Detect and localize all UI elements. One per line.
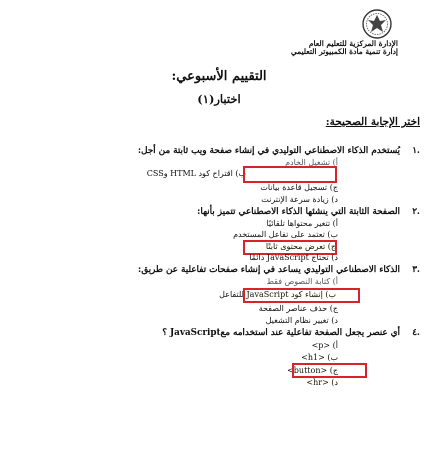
question-4-number: ٤. <box>412 328 420 338</box>
question-3-option-d[interactable]: د) تغيير نظام التشغيل <box>265 316 338 325</box>
question-3-option-b[interactable]: ب) إنشاء كود JavaScript للتفاعل <box>219 290 336 299</box>
question-4-answer-highlight <box>292 363 367 378</box>
question-3-option-c[interactable]: ج) حذف عناصر الصفحة <box>258 304 338 313</box>
admin-line-2: إدارة تنمية مادة الكمبيوتر التعليمي <box>290 47 398 56</box>
question-1-option-b[interactable]: ب) اقتراح كود HTML وCSS <box>146 169 246 178</box>
question-2-text: الصفحة الثابتة التي ينشئها الذكاء الاصطناعي تتميز بأنها: <box>197 207 400 217</box>
admin-line-1: الإدارة المركزية للتعليم العام <box>308 39 398 48</box>
question-4-text: أي عنصر يجعل الصفحة تفاعلية عند استخدامه معJavaScript ؟ <box>162 328 400 338</box>
question-1-text: يُستخدم الذكاء الاصطناعي التوليدي في إنشاء صفحة ويب ثابتة من أجل: <box>137 146 400 156</box>
question-3-text: الذكاء الاصطناعي التوليدي يساعد في إنشاء صفحات تفاعلية عن طريق: <box>138 265 400 275</box>
eagle-emblem-icon <box>360 8 394 40</box>
question-1-option-a[interactable]: أ) تشغيل الخادم <box>285 158 338 167</box>
question-1-answer-highlight <box>243 166 337 183</box>
question-4-option-d[interactable]: د) <hr> <box>306 378 338 387</box>
question-4-option-a[interactable]: أ) <p> <box>311 341 338 350</box>
instruction-heading: اختر الإجابة الصحيحة: <box>325 116 420 128</box>
question-4-option-c[interactable]: ج) <button> <box>287 366 338 375</box>
question-4-option-b[interactable]: ب) <h1> <box>301 353 338 362</box>
question-1-number: ١. <box>412 146 420 156</box>
question-3-answer-highlight <box>243 288 360 303</box>
question-1-option-d[interactable]: د) زيادة سرعة الإنترنت <box>261 195 338 204</box>
question-3-option-a[interactable]: أ) كتابة النصوص فقط <box>266 277 338 286</box>
question-3-number: ٣. <box>412 265 420 275</box>
page-subtitle: اختبار(١) <box>197 92 241 106</box>
question-2-number: ٢. <box>412 207 420 217</box>
page-title: التقييم الأسبوعي: <box>171 69 267 84</box>
question-2-option-c[interactable]: ج) تعرض محتوى ثابتًا <box>265 242 336 251</box>
question-1-option-c[interactable]: ج) تسجيل قاعدة بيانات <box>260 183 338 192</box>
question-2-option-d[interactable]: د) تحتاج JavaScript دائمًا <box>249 253 338 262</box>
question-2-option-a[interactable]: أ) تتغير محتواها تلقائيًا <box>266 219 338 228</box>
question-2-option-b[interactable]: ب) تعتمد على تفاعل المستخدم <box>233 230 338 239</box>
